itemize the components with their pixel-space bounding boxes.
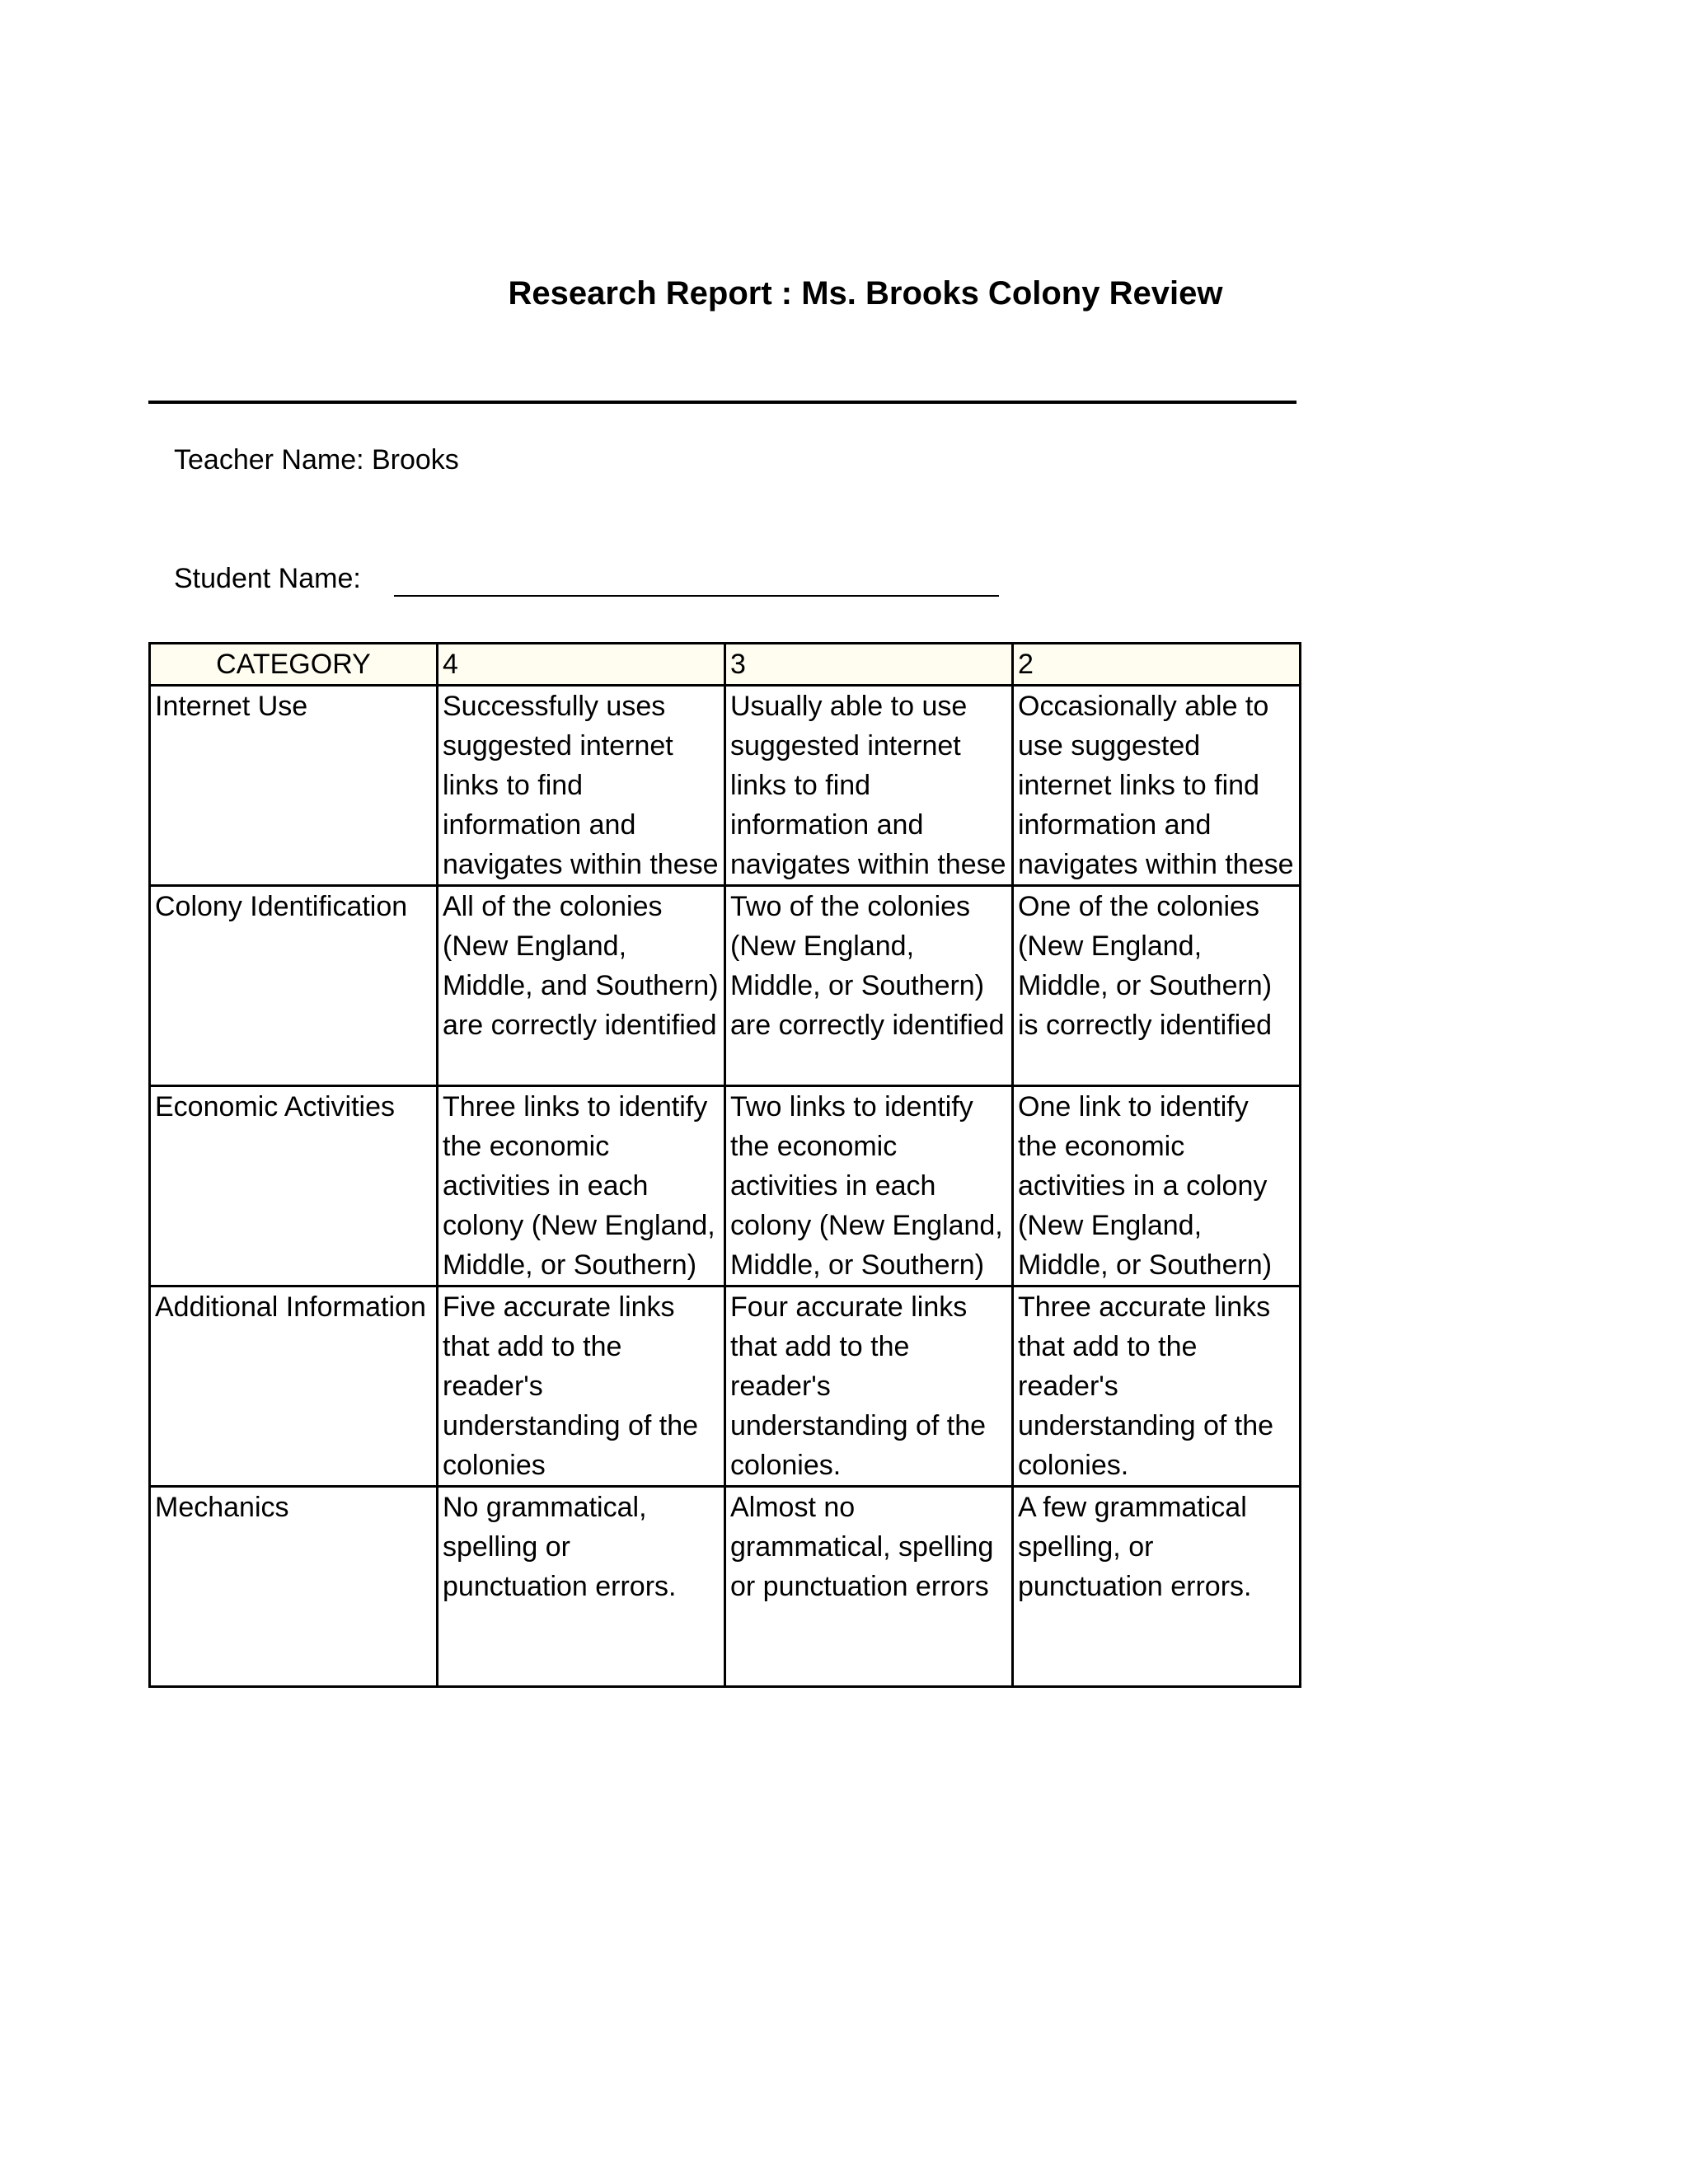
rubric-row-additional-information — [150, 1286, 1301, 1487]
row-cell-score-3: Usually able to use suggested internet links to find information and navigates within these — [725, 686, 1013, 886]
title-divider — [148, 401, 1296, 404]
rubric-row-economic-activities — [150, 1086, 1301, 1286]
rubric-header-row — [150, 644, 1301, 686]
row-category: Economic Activities — [150, 1086, 438, 1286]
row-cell-score-2: One link to identify the economic activities in a colony (New England, Middle, or Southern) — [1013, 1086, 1301, 1286]
rubric-row-colony-identification — [150, 886, 1301, 1086]
row-cell-score-4: Three links to identify the economic activities in each colony (New England, Middle, or Southern) — [438, 1086, 725, 1286]
teacher-name: Teacher Name: Brooks — [174, 444, 459, 476]
header-score-3: 3 — [725, 644, 1013, 686]
row-cell-score-3: Almost no grammatical, spelling or punctuation errors — [725, 1487, 1013, 1687]
header-score-2: 2 — [1013, 644, 1301, 686]
header-category: CATEGORY — [150, 644, 438, 686]
row-category: Additional Information — [150, 1286, 438, 1487]
student-name-label: Student Name: — [174, 563, 361, 594]
row-category: Colony Identification — [150, 886, 438, 1086]
row-cell-score-4: No grammatical, spelling or punctuation errors. — [438, 1487, 725, 1687]
rubric-table — [148, 642, 1301, 1688]
row-cell-score-2: Occasionally able to use suggested internet links to find information and navigates within these — [1013, 686, 1301, 886]
page-title: Research Report : Ms. Brooks Colony Review — [508, 275, 1223, 312]
row-cell-score-3: Two links to identify the economic activities in each colony (New England, Middle, or Southern) — [725, 1086, 1013, 1286]
row-category: Internet Use — [150, 686, 438, 886]
row-cell-score-3: Two of the colonies (New England, Middle, or Southern) are correctly identified — [725, 886, 1013, 1086]
row-cell-score-2: A few grammatical spelling, or punctuation errors. — [1013, 1487, 1301, 1687]
row-cell-score-4: All of the colonies (New England, Middle, and Southern) are correctly identified — [438, 886, 725, 1086]
header-score-4: 4 — [438, 644, 725, 686]
row-cell-score-4: Successfully uses suggested internet links to find information and navigates within these — [438, 686, 725, 886]
rubric-row-internet-use — [150, 686, 1301, 886]
row-category: Mechanics — [150, 1487, 438, 1687]
row-cell-score-3: Four accurate links that add to the reader's understanding of the colonies. — [725, 1286, 1013, 1487]
row-cell-score-4: Five accurate links that add to the reader's understanding of the colonies — [438, 1286, 725, 1487]
student-name-blank-line — [394, 595, 999, 597]
row-cell-score-2: Three accurate links that add to the reader's understanding of the colonies. — [1013, 1286, 1301, 1487]
rubric-row-mechanics — [150, 1487, 1301, 1687]
row-cell-score-2: One of the colonies (New England, Middle, or Southern) is correctly identified — [1013, 886, 1301, 1086]
